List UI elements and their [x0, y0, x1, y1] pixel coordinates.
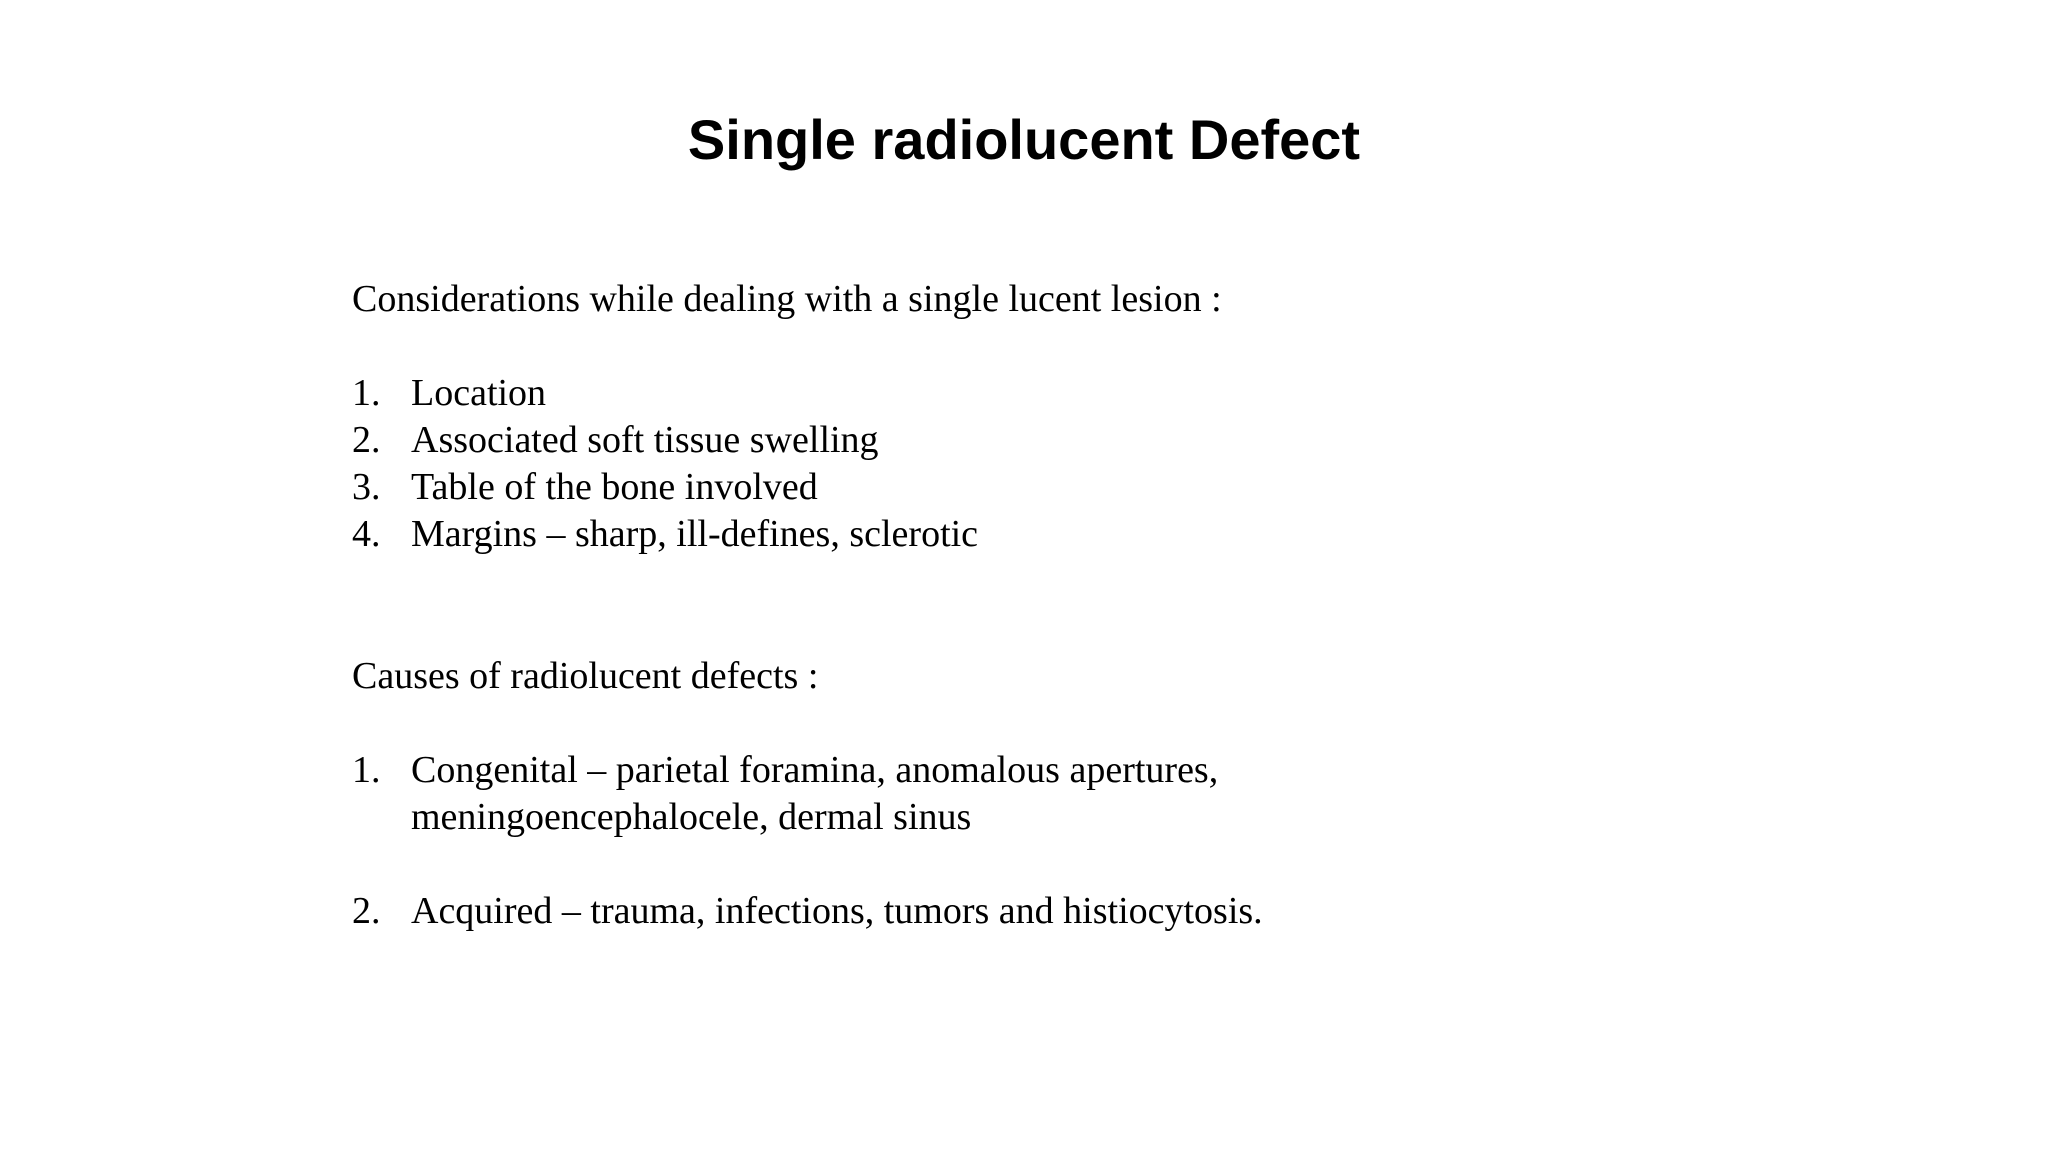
list-item-text: Table of the bone involved [411, 466, 818, 508]
list-item-number: 1. [352, 372, 381, 414]
list-item [352, 464, 1752, 511]
list-item-number: 2. [352, 419, 381, 461]
list-item-text [411, 747, 1752, 841]
list-item [352, 747, 1752, 841]
list-item-line: Congenital – parietal foramina, anomalous apertures, [411, 749, 1219, 791]
spacer [352, 700, 1752, 747]
list-item [352, 511, 1752, 558]
list-item [352, 370, 1752, 417]
list-item [352, 888, 1752, 935]
list-item-line: meningoencephalocele, dermal sinus [411, 796, 972, 838]
considerations-list [352, 370, 1752, 558]
list-item-number: 4. [352, 513, 381, 555]
slide-title: Single radiolucent Defect [687, 108, 1361, 171]
spacer [352, 558, 1752, 653]
causes-list [352, 747, 1752, 841]
list-item-text: Margins – sharp, ill-defines, sclerotic [411, 513, 979, 555]
list-item-number: 1. [352, 749, 381, 791]
slide-body [352, 276, 1752, 935]
list-item-text: Associated soft tissue swelling [411, 419, 879, 461]
spacer [352, 841, 1752, 888]
list-item-number: 3. [352, 466, 381, 508]
list-item-text: Acquired – trauma, infections, tumors and histiocytosis. [411, 890, 1263, 932]
list-item-number: 2. [352, 890, 381, 932]
causes-list-continued [352, 888, 1752, 935]
list-item-text: Location [411, 372, 547, 414]
considerations-intro: Considerations while dealing with a single lucent lesion : [352, 278, 1222, 320]
list-item [352, 417, 1752, 464]
spacer [352, 323, 1752, 370]
causes-intro: Causes of radiolucent defects : [352, 655, 819, 697]
